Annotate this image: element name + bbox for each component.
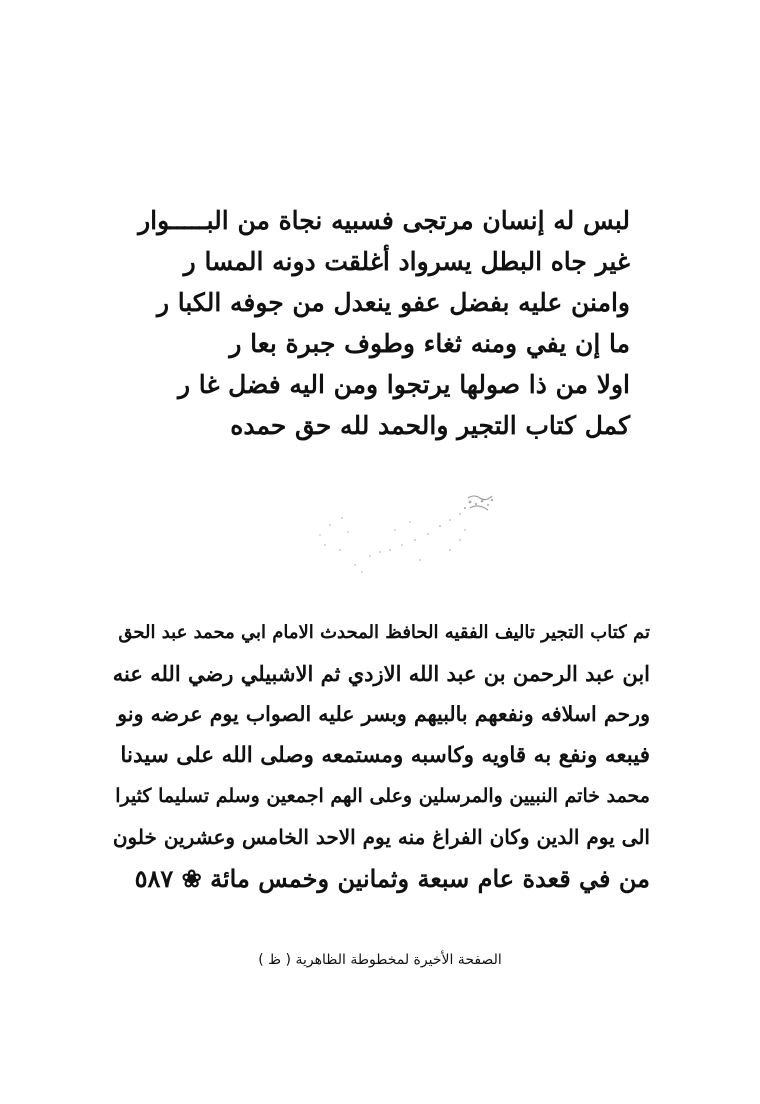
poem-line: وامنن عليه بفضل عفو ينعدل من جوفه الكبا ر — [156, 288, 630, 317]
faded-seal-stamp — [300, 490, 500, 580]
colophon-line: فيبعه ونفع به قاويه وكاسبه ومستمعه وصلى الله على سيدنا — [120, 743, 650, 768]
poem-line: غير جاه البطل يسرواد أغلقت دونه المسا ر — [183, 247, 630, 276]
colophon-line: ورحم اسلافه ونفعهم بالبيهم وبسر عليه الصواب يوم عرضه ونو — [117, 702, 650, 726]
poem-line: ما إن يفي ومنه ثغاء وطوف جبرة بعا ر — [229, 329, 630, 358]
colophon-line: ابن عبد الرحمن بن عبد الله الازدي ثم الاشبيلي رضي الله عنه — [112, 661, 650, 686]
poem-line: لبس له إنسان مرتجى فسبيه نجاة من البـــــوار — [138, 206, 630, 235]
book-completion-line: كمل كتاب التجير والحمد لله حق حمده — [230, 411, 630, 440]
colophon-block — [110, 612, 650, 899]
page-caption: الصفحة الأخيرة لمخطوطة الظاهرية ( ظ ) — [258, 952, 502, 968]
colophon-line: محمد خاتم النبيين والمرسلين وعلى الهم اجمعين وسلم تسليما كثيرا — [115, 785, 650, 807]
colophon-date-line: من في قعدة عام سبعة وثمانين وخمس مائة ❀ ٥٨٧ — [134, 864, 650, 893]
colophon-line: الى يوم الدين وكان الفراغ منه يوم الاحد الخامس وعشرين خلون — [112, 825, 650, 849]
poem-block — [120, 200, 630, 446]
poem-line: اولا من ذا صولها يرتجوا ومن اليه فضل غا ر — [177, 370, 630, 399]
colophon-line: تم كتاب التجير تاليف الفقيه الحافظ المحدث الامام ابي محمد عبد الحق — [118, 622, 650, 643]
